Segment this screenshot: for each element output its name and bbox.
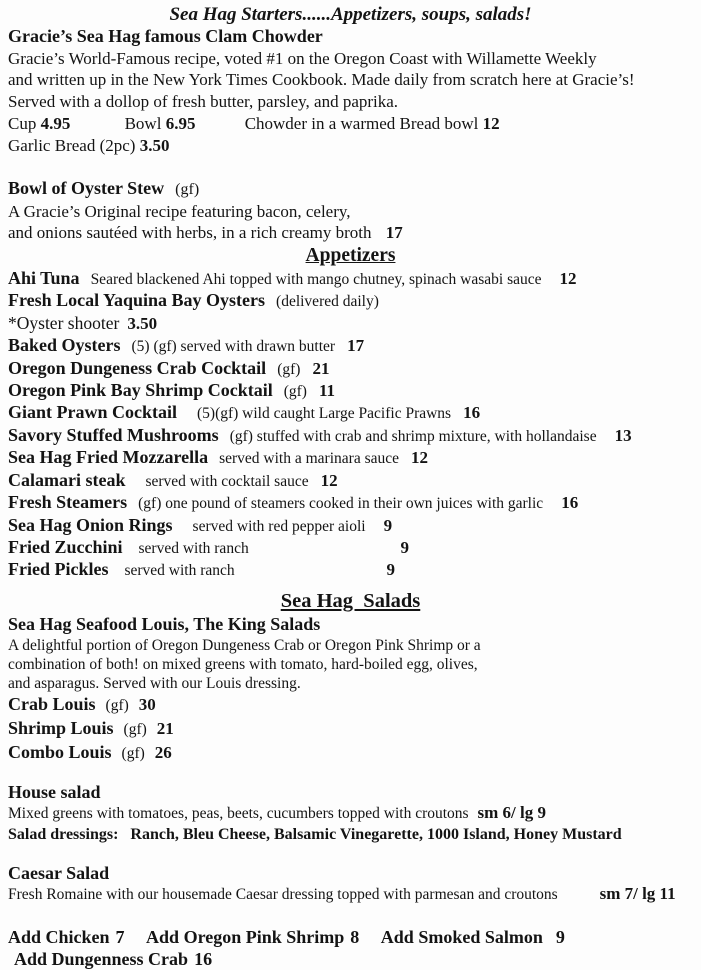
salads-heading-text: Sea Hag Salads — [280, 589, 421, 612]
item-note: served with ranch — [124, 562, 235, 580]
item-price: 11 — [318, 381, 336, 401]
item-note: Seared blackened Ahi topped with mango chutney, spinach wasabi sauce — [90, 271, 542, 289]
louis-salads-name-line — [8, 614, 693, 636]
salad-dressings-list: Ranch, Bleu Cheese, Balsamic Vinegarette, 1000 Island, Honey Mustard — [130, 825, 622, 843]
caesar-salad-desc: Fresh Romaine with our housemade Caesar dressing topped with parmesan and croutons — [8, 886, 558, 904]
item-price: 9 — [383, 515, 393, 535]
appetizers-heading-text: Appetizers — [305, 245, 396, 267]
bowl-label: Bowl — [124, 113, 162, 133]
item-name: Fresh Steamers — [8, 492, 128, 513]
addon-price: 7 — [115, 926, 125, 947]
item-price: 26 — [154, 743, 172, 763]
oyster-stew-name-line — [8, 178, 693, 200]
appetizer-item-yaquina-oysters — [8, 290, 693, 312]
louis-desc-line2: combination of both! on mixed greens with tomato, hard-boiled egg, olives, — [8, 656, 478, 674]
bowl-price: 6.95 — [165, 113, 196, 133]
spacer — [8, 906, 693, 926]
item-name: Fried Pickles — [8, 559, 109, 580]
item-name: Savory Stuffed Mushrooms — [8, 424, 219, 445]
page-title: Sea Hag Starters......Appetizers, soups, salads! — [169, 4, 532, 25]
item-name: Sea Hag Fried Mozzarella — [8, 447, 209, 468]
appetizer-item-fried-pickles — [8, 559, 693, 581]
item-price: 16 — [561, 493, 579, 513]
appetizer-item-ahi-tuna — [8, 268, 693, 290]
addon-label: Add Smoked Salmon — [380, 926, 543, 947]
louis-item-crab — [8, 693, 693, 717]
louis-item-combo — [8, 741, 693, 765]
louis-desc-line3: and asparagus. Served with our Louis dressing. — [8, 675, 301, 693]
oyster-stew-desc-line2 — [8, 222, 693, 244]
addon-chicken — [8, 927, 125, 947]
item-price: 12 — [411, 448, 428, 468]
addons-line1 — [8, 926, 693, 948]
appetizer-item-fresh-steamers — [8, 492, 693, 514]
item-price: 13 — [614, 425, 632, 445]
louis-desc-line1: A delightful portion of Oregon Dungeness Crab or Oregon Pink Shrimp or a — [8, 637, 481, 655]
clam-chowder-desc-line3: Served with a dollop of fresh butter, parsley, and paprika. — [8, 92, 399, 112]
spacer — [8, 765, 693, 781]
clam-chowder-price-line — [8, 113, 693, 135]
louis-salads-name: Sea Hag Seafood Louis, The King Salads — [8, 613, 321, 634]
addon-label: Add Dungenness Crab — [14, 948, 189, 969]
addon-price: 16 — [194, 948, 213, 969]
cup-label: Cup — [8, 113, 37, 133]
item-price: 3.50 — [127, 313, 158, 333]
house-salad-desc: Mixed greens with tomatoes, peas, beets, cucumbers topped with croutons — [8, 805, 469, 823]
appetizer-item-onion-rings — [8, 515, 693, 537]
gf-tag: (gf) — [123, 721, 147, 739]
oyster-stew-price: 17 — [385, 223, 403, 243]
item-note: (delivered daily) — [276, 293, 379, 311]
item-note: (gf) — [283, 383, 307, 401]
section-heading-salads — [8, 588, 693, 614]
item-note: served with red pepper aioli — [192, 517, 366, 535]
item-name: Ahi Tuna — [8, 268, 80, 289]
item-price: 16 — [463, 403, 481, 423]
item-note: (gf) stuffed with crab and shrimp mixture, with hollandaise — [229, 427, 597, 445]
item-note: (5)(gf) wild caught Large Pacific Prawns — [197, 405, 452, 423]
item-name: Combo Louis — [8, 742, 112, 763]
item-name: Fresh Local Yaquina Bay Oysters — [8, 290, 266, 311]
item-name: Oregon Dungeness Crab Cocktail — [8, 357, 267, 378]
appetizer-item-baked-oysters — [8, 335, 693, 357]
clam-chowder-desc-line2: and written up in the New York Times Cookbook. Made daily from scratch here at Gracie’s! — [8, 70, 635, 90]
addon-label: Add Oregon Pink Shrimp — [146, 926, 345, 947]
item-name: Crab Louis — [8, 694, 96, 715]
appetizer-item-oyster-shooter — [8, 313, 693, 335]
item-price: 12 — [320, 470, 338, 490]
oyster-stew-gf-tag: (gf) — [175, 181, 200, 199]
item-price: 12 — [559, 269, 577, 289]
gf-tag: (gf) — [105, 697, 129, 715]
clam-chowder-name: Gracie’s Sea Hag famous Clam Chowder — [8, 26, 323, 46]
oyster-stew-name: Bowl of Oyster Stew — [8, 178, 165, 199]
caesar-salad-price: sm 7/ lg 11 — [599, 884, 676, 904]
breadbowl-label: Chowder in a warmed Bread bowl — [244, 113, 479, 133]
louis-item-shrimp — [8, 717, 693, 741]
caesar-salad-desc-line — [8, 884, 693, 906]
bowl-price-group — [125, 114, 196, 133]
spacer — [8, 156, 693, 178]
addon-price: 9 — [555, 926, 565, 947]
item-price: 9 — [386, 560, 395, 580]
cup-price: 4.95 — [40, 113, 71, 133]
item-name: *Oyster shooter — [8, 312, 120, 333]
house-salad-desc-line — [8, 803, 693, 825]
item-name: Calamari steak — [8, 469, 126, 490]
item-note: served with a marinara sauce — [219, 450, 399, 468]
clam-chowder-desc-line1: Gracie’s World-Famous recipe, voted #1 on the Oregon Coast with Willamette Weekly — [8, 48, 597, 68]
item-name: Sea Hag Onion Rings — [8, 514, 173, 535]
appetizer-item-fried-zucchini — [8, 537, 693, 559]
appetizer-item-giant-prawn — [8, 402, 693, 424]
appetizer-item-fried-mozzarella — [8, 447, 693, 469]
garlic-bread-price: 3.50 — [139, 135, 170, 155]
section-heading-appetizers — [8, 244, 693, 268]
appetizer-item-calamari-steak — [8, 470, 693, 492]
oyster-stew-desc2-text: and onions sautéed with herbs, in a rich creamy broth — [8, 223, 372, 243]
item-note: (gf) — [277, 360, 301, 378]
addon-price: 8 — [350, 926, 360, 947]
item-name: Shrimp Louis — [8, 718, 114, 739]
item-price: 30 — [138, 695, 156, 715]
addon-smoked-salmon — [381, 927, 565, 947]
gf-tag: (gf) — [121, 745, 145, 763]
item-price: 17 — [347, 336, 365, 356]
appetizer-item-shrimp-cocktail — [8, 380, 693, 402]
item-price: 9 — [400, 537, 410, 557]
garlic-bread-label: Garlic Bread (2pc) — [8, 135, 136, 155]
item-price: 21 — [312, 358, 330, 378]
item-note: (gf) one pound of steamers cooked in their own juices with garlic — [138, 495, 544, 513]
appetizer-item-stuffed-mushrooms — [8, 425, 693, 447]
item-name: Baked Oysters — [8, 335, 121, 356]
item-price: 21 — [156, 719, 174, 739]
item-name: Oregon Pink Bay Shrimp Cocktail — [8, 380, 273, 401]
caesar-salad-name: Caesar Salad — [8, 863, 110, 884]
addons-line2 — [8, 948, 693, 970]
breadbowl-price-group — [245, 114, 500, 133]
breadbowl-price: 12 — [482, 113, 500, 133]
item-note: served with cocktail sauce — [145, 472, 309, 490]
item-note: (5) (gf) served with drawn butter — [131, 338, 336, 356]
spacer — [8, 845, 693, 862]
item-name: Giant Prawn Cocktail — [8, 402, 177, 423]
cup-price-group — [8, 114, 70, 133]
oyster-stew-desc-line1: A Gracie’s Original recipe featuring bacon, celery, — [8, 201, 351, 221]
addon-label: Add Chicken — [8, 926, 110, 947]
addon-pink-shrimp — [146, 927, 359, 947]
item-note: served with ranch — [138, 539, 249, 557]
salad-dressings-line — [8, 825, 693, 846]
garlic-bread-line — [8, 135, 693, 157]
item-name: Fried Zucchini — [8, 536, 123, 557]
house-salad-price: sm 6/ lg 9 — [477, 803, 546, 823]
salad-dressings-label: Salad dressings: — [8, 825, 119, 843]
house-salad-name: House salad — [8, 782, 101, 803]
appetizer-item-crab-cocktail — [8, 358, 693, 380]
